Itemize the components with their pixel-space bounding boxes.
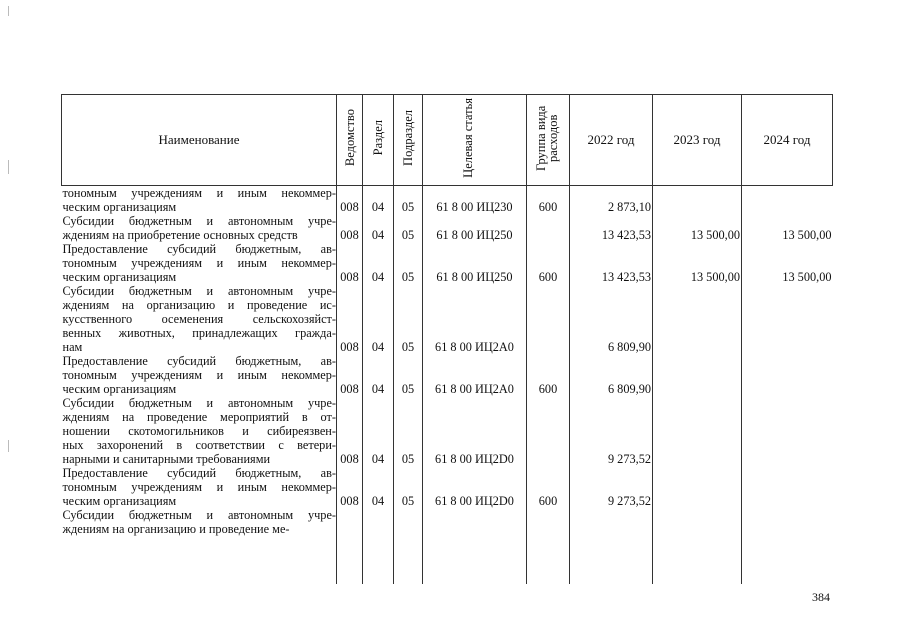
column-target <box>423 186 527 585</box>
column-2024 <box>742 186 833 585</box>
row-cell-section: 04 <box>371 200 385 214</box>
row-name-line: ческим организациям <box>62 382 177 396</box>
row-cell-section: 04 <box>371 452 385 466</box>
row-cell-subsection: 05 <box>401 452 415 466</box>
row-cell-target: 61 8 00 ИЦ2А0 <box>435 340 514 354</box>
row-name-line: тономным учреждениям и иным некоммер- <box>62 368 336 382</box>
row-cell-subsection: 05 <box>401 494 415 508</box>
column-dept <box>337 186 363 585</box>
row-cell-y2022: 13 423,53 <box>601 270 651 284</box>
row-cell-dept: 008 <box>340 494 359 508</box>
row-name-line: тономным учреждениям и иным некоммер- <box>62 186 336 200</box>
row-cell-group: 600 <box>538 200 558 214</box>
row-name-line: тономным учреждениям и иным некоммер- <box>62 480 336 494</box>
header-name: Наименование <box>62 95 337 186</box>
row-cell-subsection: 05 <box>401 228 415 242</box>
header-2022: 2022 год <box>570 95 653 186</box>
row-name-line: ждениям на организацию и проведение ме- <box>62 522 290 536</box>
row-cell-y2023: 13 500,00 <box>690 228 740 242</box>
row-name-line: Предоставление субсидий бюджетным, ав- <box>62 354 336 368</box>
column-2022 <box>570 186 653 585</box>
row-cell-y2022: 9 273,52 <box>607 494 651 508</box>
row-cell-y2024: 13 500,00 <box>782 228 832 242</box>
row-cell-section: 04 <box>371 270 385 284</box>
header-section: Раздел <box>363 95 394 186</box>
scan-speck <box>8 440 9 452</box>
row-cell-section: 04 <box>371 494 385 508</box>
row-name-line: ждениям на приобретение основных средств <box>62 228 298 242</box>
row-cell-y2022: 6 809,90 <box>607 382 651 396</box>
row-cell-section: 04 <box>371 340 385 354</box>
row-cell-y2022: 2 873,10 <box>607 200 651 214</box>
header-target: Целевая статья <box>423 95 527 186</box>
header-2024: 2024 год <box>742 95 833 186</box>
row-cell-subsection: 05 <box>401 200 415 214</box>
column-section <box>363 186 394 585</box>
row-cell-group: 600 <box>538 382 558 396</box>
header-dept: Ведомство <box>337 95 363 186</box>
scan-speck <box>8 160 9 174</box>
row-cell-target: 61 8 00 ИЦ2D0 <box>435 494 514 508</box>
row-cell-y2024: 13 500,00 <box>782 270 832 284</box>
row-name-line: ждениям на проведение мероприятий в от- <box>62 410 336 424</box>
row-name-line: Предоставление субсидий бюджетным, ав- <box>62 242 336 256</box>
header-subsection: Подраздел <box>394 95 423 186</box>
row-name-line: ждениям на организацию и проведение ис- <box>62 298 336 312</box>
row-name-line: нарными и санитарными требованиями <box>62 452 271 466</box>
row-cell-group: 600 <box>538 494 558 508</box>
row-name-line: ношении скотомогильников и сибиреязвен- <box>62 424 336 438</box>
scan-speck <box>8 6 9 16</box>
row-cell-target: 61 8 00 ИЦ250 <box>436 228 513 242</box>
row-name-line: Предоставление субсидий бюджетным, ав- <box>62 466 336 480</box>
row-cell-y2023: 13 500,00 <box>690 270 740 284</box>
row-name-line: ных захоронений в соответствии с ветери- <box>62 438 336 452</box>
row-cell-y2022: 6 809,90 <box>607 340 651 354</box>
row-name-line: нам <box>62 340 83 354</box>
row-name-line: ческим организациям <box>62 270 177 284</box>
row-cell-target: 61 8 00 ИЦ230 <box>436 200 513 214</box>
column-name <box>62 186 337 585</box>
row-name-line: ческим организациям <box>62 494 177 508</box>
header-group: Группа вида расходов <box>527 95 570 186</box>
row-cell-section: 04 <box>371 228 385 242</box>
page-number: 384 <box>812 590 830 604</box>
row-name-line: Субсидии бюджетным и автономным учре- <box>62 396 336 410</box>
row-cell-y2022: 9 273,52 <box>607 452 651 466</box>
column-2023 <box>653 186 742 585</box>
row-cell-subsection: 05 <box>401 382 415 396</box>
row-cell-target: 61 8 00 ИЦ250 <box>436 270 513 284</box>
row-cell-subsection: 05 <box>401 270 415 284</box>
row-name-line: ческим организациям <box>62 200 177 214</box>
row-cell-target: 61 8 00 ИЦ2D0 <box>435 452 514 466</box>
header-2023: 2023 год <box>653 95 742 186</box>
table-header-row <box>62 95 833 186</box>
row-name-line: венных животных, принадлежащих гражда- <box>62 326 336 340</box>
column-group <box>527 186 570 585</box>
row-cell-dept: 008 <box>340 270 359 284</box>
row-cell-dept: 008 <box>340 200 359 214</box>
row-name-line: Субсидии бюджетным и автономным учре- <box>62 284 336 298</box>
row-name-line: Субсидии бюджетным и автономным учре- <box>62 214 336 228</box>
row-name-line: кусственного осеменения сельскохозяйст- <box>62 312 336 326</box>
row-cell-dept: 008 <box>340 340 359 354</box>
row-name-line: Субсидии бюджетным и автономным учре- <box>62 508 336 522</box>
budget-table <box>61 94 833 584</box>
row-cell-subsection: 05 <box>401 340 415 354</box>
row-cell-group: 600 <box>538 270 558 284</box>
row-cell-dept: 008 <box>340 382 359 396</box>
column-subsection <box>394 186 423 585</box>
row-cell-y2022: 13 423,53 <box>601 228 651 242</box>
row-name-line: тономным учреждениям и иным некоммер- <box>62 256 336 270</box>
row-cell-target: 61 8 00 ИЦ2А0 <box>435 382 514 396</box>
row-cell-dept: 008 <box>340 228 359 242</box>
row-cell-section: 04 <box>371 382 385 396</box>
row-cell-dept: 008 <box>340 452 359 466</box>
table-body <box>62 186 833 585</box>
